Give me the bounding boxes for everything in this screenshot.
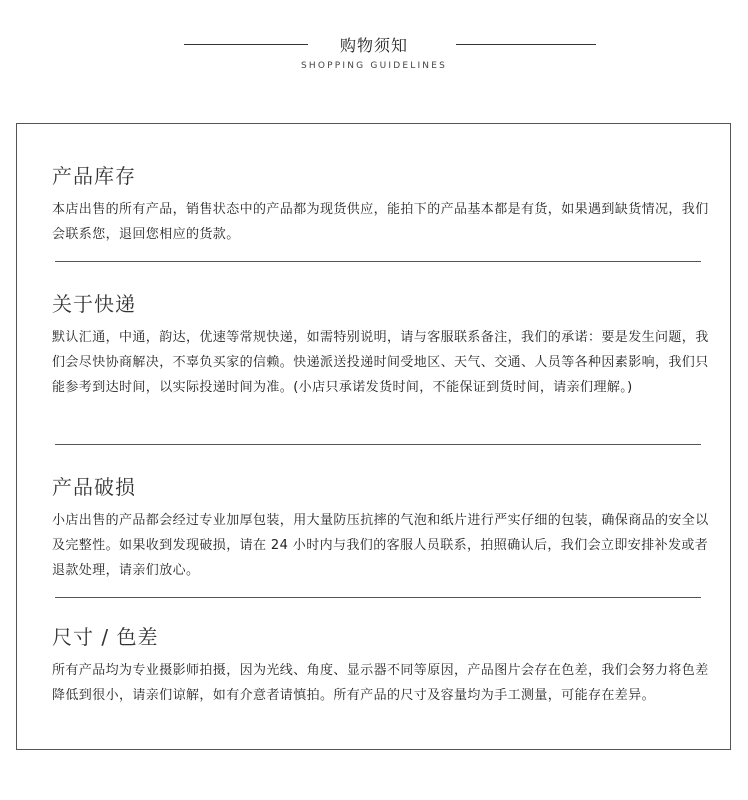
section-title: 产品破损 xyxy=(52,475,136,499)
section-delivery xyxy=(52,288,712,400)
section-title: 产品库存 xyxy=(52,164,136,188)
page-subtitle: SHOPPING GUIDELINES xyxy=(300,61,448,71)
section-size-color xyxy=(52,621,712,708)
page-header xyxy=(0,0,748,110)
page-title: 购物须知 xyxy=(339,36,408,55)
section-body: 所有产品均为专业摄影师拍摄，因为光线、角度、显示器不同等原因，产品图片会存在色差，我们会努力将色差降低到很小，请亲们谅解，如有介意者请慎拍。所有产品的尺寸及容量均为手工测量，可能存在差异。 xyxy=(52,663,709,703)
section-title: 关于快递 xyxy=(52,292,136,316)
section-body: 小店出售的产品都会经过专业加厚包装，用大量防压抗摔的气泡和纸片进行严实仔细的包装，确保商品的安全以及完整性。如果收到发现破损，请在 24 小时内与我们的客服人员联系，拍照确认后，我们会立即安排补发或者退款处理，请亲们放心。 xyxy=(52,513,709,578)
section-body: 默认汇通，中通，韵达，优速等常规快递，如需特别说明，请与客服联系备注，我们的承诺：要是发生问题，我们会尽快协商解决，不辜负买家的信赖。快递派送投递时间受地区、天气、交通、人员等各种因素影响，我们只能参考到达时间，以实际投递时间为准。(小店只承诺发货时间，不能保证到货时间，请亲们理解。) xyxy=(52,330,709,395)
section-damage xyxy=(52,471,712,583)
section-title: 尺寸 / 色差 xyxy=(52,625,159,649)
section-stock xyxy=(52,160,712,247)
section-body: 本店出售的所有产品，销售状态中的产品都为现货供应，能拍下的产品基本都是有货，如果遇到缺货情况，我们会联系您，退回您相应的货款。 xyxy=(52,202,709,242)
section-divider xyxy=(55,261,701,262)
header-divider-right xyxy=(456,44,596,45)
section-divider xyxy=(55,444,701,445)
section-divider xyxy=(55,597,701,598)
